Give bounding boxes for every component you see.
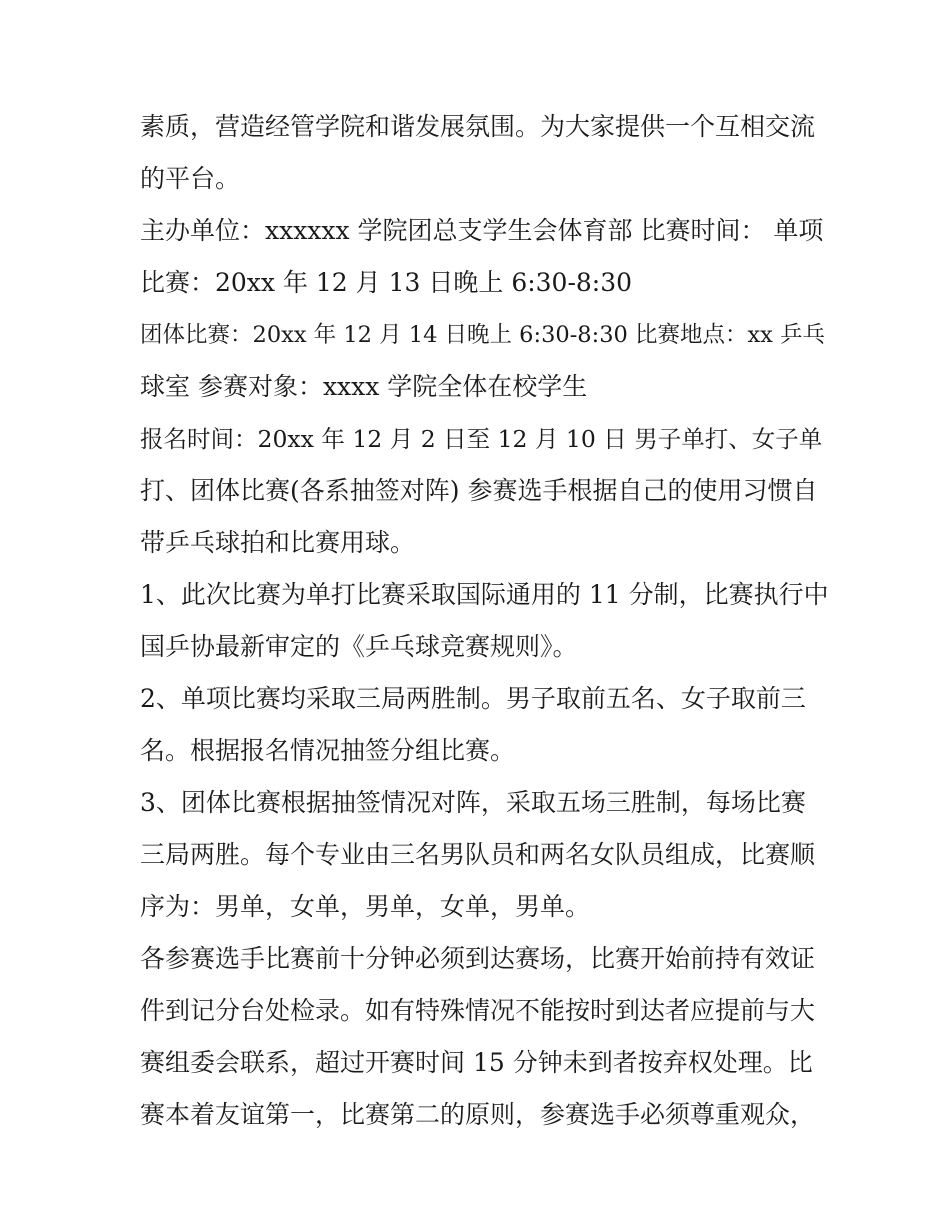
text-line: 报名时间：20xx 年 12 月 2 日至 12 月 10 日 男子单打、女子单 (140, 425, 823, 453)
text-line: 国乒协最新审定的《乒乓球竞赛规则》。 (140, 632, 578, 661)
text-line: 素质，营造经管学院和谐发展氛围。为大家提供一个互相交流 (140, 112, 816, 141)
text-line: 比赛：20xx 年 12 月 13 日晚上 6:30-8:30 (140, 268, 633, 297)
text-line: 赛本着友谊第一，比赛第二的原则，参赛选手必须尊重观众， (140, 1100, 816, 1129)
text-line: 件到记分台处检录。如有特殊情况不能按时到达者应提前与大 (140, 996, 816, 1025)
text-line: 团体比赛：20xx 年 12 月 14 日晚上 6:30-8:30 比赛地点：xx 乒乓 (140, 322, 826, 348)
text-line: 名。根据报名情况抽签分组比赛。 (140, 736, 516, 765)
text-line: 1、此次比赛为单打比赛采取国际通用的 11 分制，比赛执行中 (140, 580, 829, 609)
text-line: 赛组委会联系，超过开赛时间 15 分钟未到者按弃权处理。比 (140, 1048, 813, 1077)
text-line: 各参赛选手比赛前十分钟必须到达赛场，比赛开始前持有效证 (140, 944, 816, 973)
text-line: 带乒乓球拍和比赛用球。 (140, 528, 416, 557)
text-line: 3、团体比赛根据抽签情况对阵，采取五场三胜制，每场比赛 (140, 788, 806, 817)
text-line: 主办单位：xxxxxx 学院团总支学生会体育部 比赛时间： 单项 (140, 216, 824, 245)
text-line: 2、单项比赛均采取三局两胜制。男子取前五名、女子取前三 (140, 684, 806, 713)
text-line: 序为：男单，女单，男单，女单，男单。 (140, 892, 591, 921)
text-line: 球室 参赛对象：xxxx 学院全体在校学生 (140, 372, 588, 401)
text-line: 三局两胜。每个专业由三名男队员和两名女队员组成，比赛顺 (140, 840, 816, 869)
text-line: 的平台。 (140, 164, 241, 193)
text-line: 打、团体比赛(各系抽签对阵) 参赛选手根据自己的使用习惯自 (140, 476, 818, 505)
